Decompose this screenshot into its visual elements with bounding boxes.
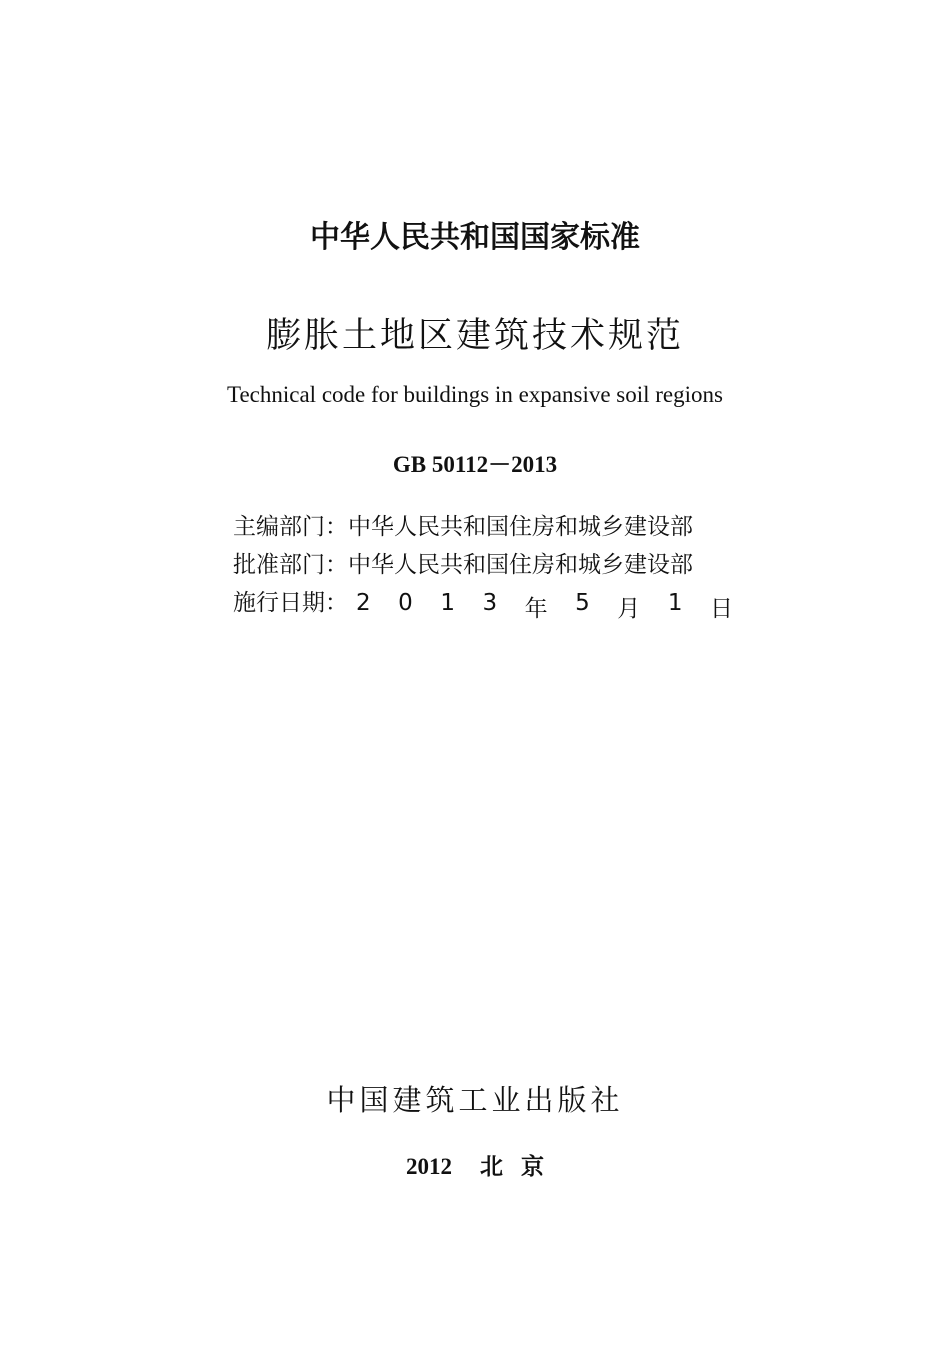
date-part: 1 (667, 590, 683, 616)
imprint-city-2: 京 (521, 1154, 544, 1179)
publisher-name: 中国建筑工业出版社 (326, 1083, 624, 1117)
date-label: 施行日期： (233, 590, 348, 616)
date-value (348, 590, 733, 623)
imprint-city-1: 北 (480, 1154, 503, 1179)
date-part: 5 (575, 590, 590, 616)
date-part: 日 (709, 596, 733, 622)
editor-department-row (233, 508, 693, 541)
approver-department-row (233, 546, 693, 579)
date-part: 3 (482, 590, 498, 616)
editor-label: 主编部门： (233, 514, 348, 540)
title-chinese: 膨胀土地区建筑技术规范 (265, 316, 684, 356)
editor-value: 中华人民共和国住房和城乡建设部 (348, 514, 693, 540)
imprint-line (0, 1148, 950, 1181)
date-part: 2 (356, 590, 371, 616)
date-part: 1 (440, 590, 455, 616)
date-part: 年 (524, 596, 548, 622)
approver-label: 批准部门： (233, 552, 348, 578)
standard-code: GB 50112－2013 (392, 452, 558, 477)
date-part: 月 (617, 596, 641, 622)
standard-category-heading: 中华人民共和国国家标准 (310, 220, 640, 255)
imprint-year: 2012 (406, 1154, 452, 1179)
title-english: Technical code for buildings in expansive soil regions (227, 382, 723, 407)
approver-value: 中华人民共和国住房和城乡建设部 (348, 552, 693, 578)
date-part: 0 (398, 590, 413, 616)
effective-date-row (233, 584, 733, 623)
